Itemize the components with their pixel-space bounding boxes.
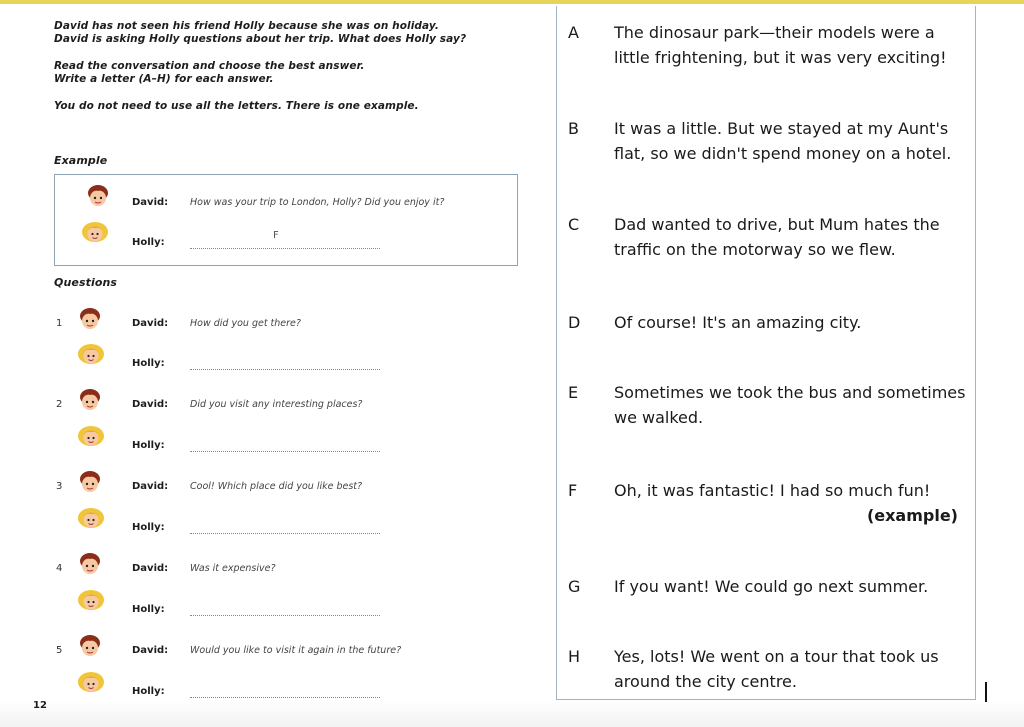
answer-blank-3[interactable] (190, 523, 380, 534)
question-number: 5 (56, 645, 63, 656)
holly-face-icon (76, 506, 106, 532)
option-text: Oh, it was fantastic! I had so much fun! (614, 481, 931, 500)
question-holly-speaker: Holly: (132, 358, 165, 369)
david-face-icon (78, 307, 102, 333)
question-david-line: Would you like to visit it again in the future? (190, 645, 402, 656)
option-letter: E (568, 383, 579, 402)
question-number: 3 (56, 481, 63, 492)
answer-blank-1[interactable] (190, 359, 380, 370)
option-letter: H (568, 647, 581, 666)
question-david-line: Cool! Which place did you like best? (190, 481, 363, 492)
instruction-line-5: You do not need to use all the letters. There is one example. (54, 100, 419, 112)
answer-blank-4[interactable] (190, 605, 380, 616)
question-david-line: How did you get there? (190, 318, 301, 329)
example-answer-line (190, 238, 380, 249)
instruction-line-2: David is asking Holly questions about her trip. What does Holly say? (54, 33, 467, 45)
option-letter: F (568, 481, 578, 500)
example-answer-letter: F (273, 230, 279, 241)
question-david-line: Did you visit any interesting places? (190, 399, 363, 410)
question-number: 1 (56, 318, 63, 329)
answer-blank-5[interactable] (190, 687, 380, 698)
question-holly-speaker: Holly: (132, 440, 165, 451)
option-text: Of course! It's an amazing city. (614, 313, 862, 332)
questions-label: Questions (54, 276, 118, 289)
option-text: The dinosaur park—their models were a little frightening, but it was very exciting! (614, 23, 947, 67)
david-face-icon (78, 470, 102, 496)
question-holly-speaker: Holly: (132, 686, 165, 697)
option-letter: C (568, 215, 580, 234)
david-face-icon (78, 388, 102, 414)
option-text: It was a little. But we stayed at my Aunt's flat, so we didn't spend money on a hotel. (614, 119, 952, 163)
holly-face-icon (76, 342, 106, 368)
question-number: 2 (56, 399, 63, 410)
holly-face-icon (76, 670, 106, 696)
david-face-icon (78, 552, 102, 578)
question-number: 4 (56, 563, 63, 574)
example-box (54, 174, 518, 266)
instruction-line-3: Read the conversation and choose the best answer. (54, 60, 365, 72)
option-letter: A (568, 23, 579, 42)
holly-face-icon (80, 220, 110, 246)
option-text: Yes, lots! We went on a tour that took us around the city centre. (614, 647, 939, 691)
question-holly-speaker: Holly: (132, 604, 165, 615)
question-david-speaker: David: (132, 481, 169, 492)
instructions (54, 20, 534, 113)
david-face-icon (86, 184, 110, 210)
example-david-speaker: David: (132, 197, 169, 208)
page-number: 12 (33, 700, 47, 711)
answer-blank-2[interactable] (190, 441, 380, 452)
question-david-speaker: David: (132, 318, 169, 329)
example-label: Example (54, 154, 108, 167)
top-edge-strip (0, 0, 1024, 4)
option-text: If you want! We could go next summer. (614, 577, 929, 596)
question-david-line: Was it expensive? (190, 563, 276, 574)
option-letter: B (568, 119, 579, 138)
example-tag: (example) (866, 506, 958, 525)
option-text: Sometimes we took the bus and sometimes we walked. (614, 383, 966, 427)
text-cursor-mark (985, 682, 987, 702)
david-face-icon (78, 634, 102, 660)
page-bottom-shadow (0, 700, 1024, 727)
question-david-speaker: David: (132, 399, 169, 410)
holly-face-icon (76, 424, 106, 450)
example-david-line: How was your trip to London, Holly? Did you enjoy it? (190, 197, 445, 208)
holly-face-icon (76, 588, 106, 614)
option-text: Dad wanted to drive, but Mum hates the traffic on the motorway so we flew. (614, 215, 940, 259)
example-holly-speaker: Holly: (132, 237, 165, 248)
question-david-speaker: David: (132, 645, 169, 656)
question-david-speaker: David: (132, 563, 169, 574)
option-letter: D (568, 313, 581, 332)
instruction-line-4: Write a letter (A–H) for each answer. (54, 73, 274, 85)
instruction-line-1: David has not seen his friend Holly because she was on holiday. (54, 20, 439, 32)
question-holly-speaker: Holly: (132, 522, 165, 533)
option-letter: G (568, 577, 581, 596)
